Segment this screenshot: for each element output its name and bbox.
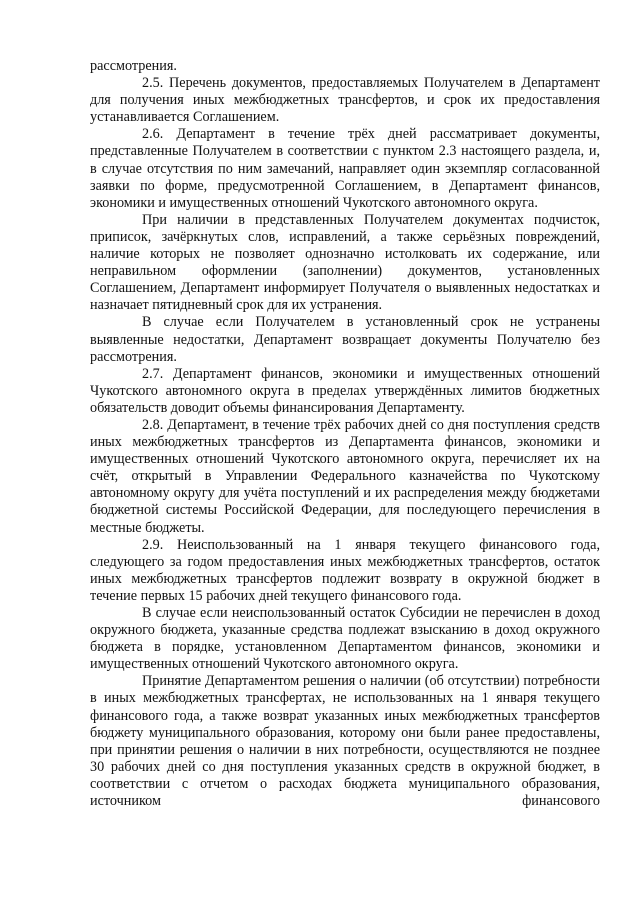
paragraph-deficiencies: При наличии в представленных Получателем документах подчисток, приписок, зачёркнутых слов, исправлений, а также серьёзных повреждений, наличие которых не позволяет однозначно истолковать их содержание, или неправильном оформлении (заполнении) документов, установленных Соглашением, Департамент информирует Получателя о выявленных недостатках и назначает пятидневный срок для их устранения.: [90, 211, 600, 314]
paragraph-decision: Принятие Департаментом решения о наличии (об отсутствии) потребности в иных межбюджетных трансфертах, не использованных на 1 января текущего финансового года, а также возврат указанных иных межбюджетных трансфертов бюджету муниципального образования, которому они были ранее предоставлены, при принятии решения о наличии в них потребности, осуществляются не позднее 30 рабочих дней со дня поступления указанных средств в окружной бюджет, в соответствии с отчетом о расходах бюджета муниципального образования, источником финансового: [90, 673, 600, 810]
paragraph-return-documents: В случае если Получателем в установленный срок не устранены выявленные недостатки, Департамент возвращает документы Получателю без рассмотрения.: [90, 314, 600, 365]
paragraph-2-5: 2.5. Перечень документов, предоставляемых Получателем в Департамент для получения иных межбюджетных трансфертов, и срок их предоставления устанавливается Соглашением.: [90, 75, 600, 126]
paragraph-2-7: 2.7. Департамент финансов, экономики и имущественных отношений Чукотского автономного округа в пределах утверждённых лимитов бюджетных обязательств доводит объемы финансирования Департаменту.: [90, 365, 600, 416]
paragraph-recovery: В случае если неиспользованный остаток Субсидии не перечислен в доход окружного бюджета, указанные средства подлежат взысканию в доход окружного бюджета в порядке, установленном Департаментом финансов, экономики и имущественных отношений Чукотского автономного округа.: [90, 605, 600, 673]
paragraph-2-9: 2.9. Неиспользованный на 1 января текущего финансового года, следующего за годом предоставления иных межбюджетных трансфертов, остаток иных межбюджетных трансфертов подлежит возврату в окружной бюджет в течение первых 15 рабочих дней текущего финансового года.: [90, 536, 600, 604]
paragraph-continuation: рассмотрения.: [90, 58, 177, 74]
paragraph-2-8: 2.8. Департамент, в течение трёх рабочих дней со дня поступления средств иных межбюджетных трансфертов из Департамента финансов, экономики и имущественных отношений Чукотского автономного округа, перечисляет их на счёт, открытый в Управлении Федерального казначейства по Чукотскому автономному округу для учёта поступлений и их распределения между бюджетами бюджетной системы Российской Федерации, для последующего перечисления в местные бюджеты.: [90, 416, 600, 536]
paragraph-2-6: 2.6. Департамент в течение трёх дней рассматривает документы, представленные Получателем в соответствии с пунктом 2.3 настоящего раздела, и, в случае отсутствия по ним замечаний, направляет один экземпляр согласованной заявки по форме, предусмотренной Соглашением, в Департамент финансов, экономики и имущественных отношений Чукотского автономного округа.: [90, 126, 600, 211]
